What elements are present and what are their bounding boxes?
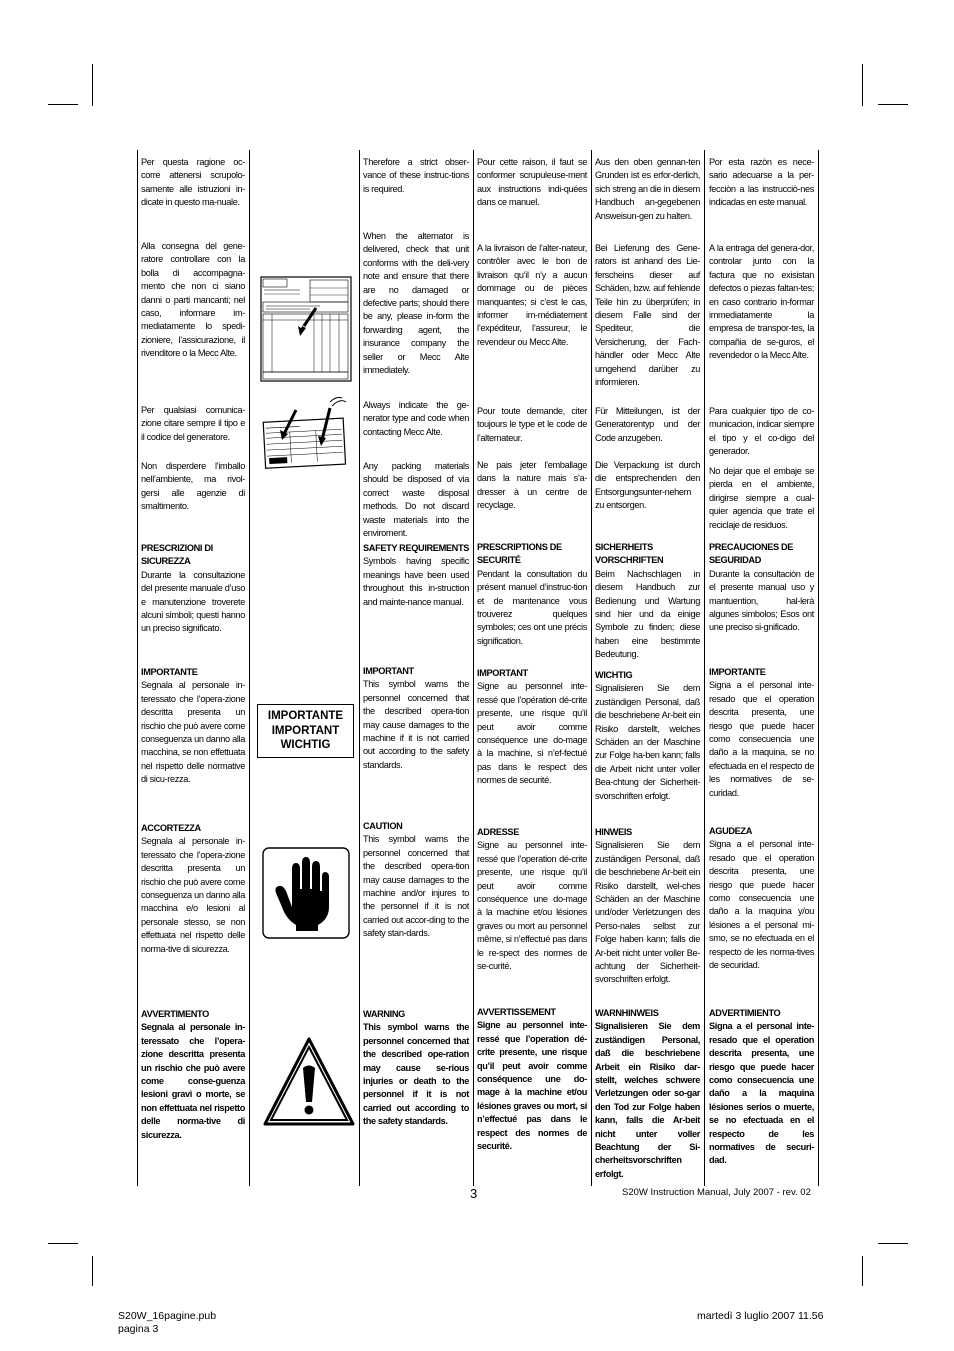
it-caution-text: Segnala al personale in-teressato che l’opera-zione descritta presenta un rischio che può avere come conseguenza un danno alla macchina e/o lesioni al personale stesso, se non effettuata nel rispetto delle norma-tive di sicurezza.	[141, 836, 245, 954]
en-intro-2: When the alternator is delivered, check that unit conforms with the deli-very note and ensure that there are no damaged or defective parts; should there be any, please in-form the forwarding agent, the insurance company the seller or Mecc Alte immediately.	[363, 231, 469, 376]
it-intro-4: Non disperdere l’imballo nell’ambiente, ma rivol-gersi alle agenzie di smaltimento.	[141, 461, 245, 512]
de-intro-4: Die Verpackung ist durch die entsprechenden den Entsorgungsunter-nehem zu entsorgen.	[595, 460, 700, 511]
es-caution-text: Signa a el personal inte-resado que el operation descrita presenta, une riesgo que puede hacer como consecuencia une daño a la maquina y/ou lésiones a el personal mi-smo, se no efectuada en el respecto de les norma-tives de securidad.	[709, 839, 814, 971]
file-page: pagina 3	[118, 1323, 159, 1335]
es-intro-1: Por esta razòn es nece-sario adecuarse a la per-fecciòn a las instrucciò-nes indicadas en este manual.	[709, 157, 814, 208]
en-warning-heading: WARNING	[363, 1009, 405, 1019]
it-warning-text: Segnala al personale in-teressato che l’opera-zione descritta presenta un rischio che può avere come conse-guenza lesioni gravi o morte, se non effettuata nel rispetto delle norma-tive di sicurezza.	[141, 1022, 245, 1140]
it-safety-text: Durante la consultazione del presente manuale d’uso e manutenzione troverete alcuni simboli; questi hanno un preciso significato.	[141, 569, 245, 634]
es-important-text: Signa a el personal inte-resado que el operation descrita presenta, une riesgo que puede hacer como consecuencia une daño a la maquina, se no efectuada en el respecto de les normatives de se-curidad.	[709, 680, 814, 798]
es-warning-heading: ADVERTIMIENTO	[709, 1008, 781, 1018]
es-intro-2: A la entraga del genera-dor, controlar junto con la factura que no exisistan defectos o piezas faltan-tes; en caso contrario in-formar immediatamente la empresa de transpor-tes, la compañia de se-guros, el revendedor o la Mecc Alte.	[709, 243, 814, 361]
fr-intro-4: Ne pais jeter l’emballage dans la nature mais s’a-dresser à un centre de recyclage.	[477, 460, 587, 511]
crop-mark	[92, 64, 93, 106]
fr-caution-text: Signe au personnel inte-ressé que l’operation dé-crite presente, une risque qu’il peut avoir comme conséquence une do-mage à la machine et/ou lésiones graves ou mort au personnel même, si n’effectué pas dans le re-spect des normes de se-curité.	[477, 840, 587, 972]
important-box-label-en: IMPORTANT	[271, 724, 340, 737]
de-safety-heading: SICHERHEITS VORSCHRIFTEN	[595, 542, 664, 566]
fr-important-text: Signe au personnel inte-ressé que l’opération dé-crite presente, une risque qu’il peut avoir comme conséquence une do-mage à la machine, si n’ef-fectué pas dans le respect des normes de securité.	[477, 681, 587, 786]
it-important-heading: IMPORTANTE	[141, 667, 198, 677]
print-date: martedì 3 luglio 2007 11.56	[697, 1310, 824, 1322]
column-divider	[473, 150, 474, 1186]
es-caution-heading: AGUDEZA	[709, 826, 752, 836]
crop-mark	[48, 104, 78, 105]
crop-mark	[862, 1256, 863, 1286]
it-intro-2: Alla consegna del gene-ratore controllare con la bolla di accompagna-mento che non ci siano danni o parti mancanti; nel caso, informare im-mediatamente lo spedi-zioniere, l’assicurazione, il rivenditore o la Mecc Alte.	[141, 241, 245, 359]
column-italian	[141, 150, 245, 1186]
en-safety-text: Symbols having specific meanings have been used throughout this in-struction and mainte-nance manual.	[363, 556, 469, 607]
de-warning-heading: WARNHINWEIS	[595, 1008, 659, 1018]
column-german	[595, 150, 700, 1186]
fr-important-heading: IMPORTANT	[477, 668, 528, 678]
en-important-text: This symbol warns the personnel concerned that the described opera-tion may cause damages to the machine if it is not carried out according to the safety standards.	[363, 679, 469, 770]
en-caution-text: This symbol warns the personnel concerned that the described opera-tion may cause damages to the machine and/or injures to the personnel if it is not carried out accor-ding to the safety stan-dards.	[363, 834, 469, 939]
en-intro-4: Any packing materials should be disposed of via correct waste disposal methods. Do not discard waste materials into the enviroment.	[363, 461, 469, 539]
en-warning-text: This symbol warns the personnel concerned that the described ope-ration may cause se-rious injuries or death to the personnel if it is not carried out according to the safety standards.	[363, 1022, 469, 1127]
it-warning-heading: AVVERTIMENTO	[141, 1009, 209, 1019]
en-intro-1: Therefore a strict obser-vance of these instruc-tions is required.	[363, 157, 469, 194]
print-file-info	[118, 1310, 216, 1336]
fr-intro-1: Pour cette raison, il faut se conformer scrupuleuse-ment aux instructions indi-quées dans ce manuel.	[477, 157, 587, 208]
important-box-label-it: IMPORTANTE	[267, 710, 344, 722]
en-important-heading: IMPORTANT	[363, 666, 414, 676]
column-french	[477, 150, 587, 1186]
column-divider	[359, 150, 360, 1186]
fr-warning-text: Signe au personnel inte-ressé que l’operation dé-crite presente, une risque qu’il peut avoir comme conséquence une do-mage à la machine et/ou lésiones graves ou mort, si n’effectué pas dans le respect des normes de securité.	[477, 1020, 587, 1152]
column-english	[363, 150, 469, 1186]
crop-mark	[48, 1243, 78, 1244]
it-important-text: Segnala al personale in-teressato che l’opera-zione descritta presenta un rischio che può avere come conseguenza un danno alla macchina, se non effettuata nel rispetto delle normative di sicu-rezza.	[141, 680, 245, 785]
crop-mark	[878, 1243, 908, 1244]
page-number: 3	[470, 1186, 478, 1201]
fr-safety-heading: PRESCRIPTIONS DE SECURITÉ	[477, 542, 562, 566]
column-divider	[249, 150, 250, 1186]
it-caution-heading: ACCORTEZZA	[141, 823, 201, 833]
it-safety-heading: PRESCRIZIONI DI SICUREZZA	[141, 543, 213, 567]
it-intro-1: Per questa ragione oc-corre attenersi scrupolo-samente alle istruzioni in-dicate in questo ma-nuale.	[141, 157, 245, 208]
column-divider	[818, 150, 819, 1186]
fr-safety-text: Pendant la consultation du présent manuel d’instruc-tion et de mantenance vous trouverez quelques symboles; ces ont une précis signification.	[477, 568, 587, 646]
de-warning-text: Signalisieren Sie dem zuständigen Personal, daß die beschriebene Arbeit ein Risiko dar-stellt, welches schwere Verletzungen oder so-gar den Tod zur Folge haben kann, falls die Ar-beit nicht unter voller Beachtung der Si-cherheitsvorschriften erfolgt.	[595, 1021, 700, 1179]
it-intro-3: Per qualsiasi comunica-zione citare sempre il tipo e il codice del generatore.	[141, 405, 245, 442]
de-caution-heading: HINWEIS	[595, 827, 632, 837]
es-safety-heading: PRECAUCIONES DE SEGURIDAD	[709, 542, 794, 566]
column-spanish	[709, 150, 814, 1186]
de-important-heading: WICHTIG	[595, 670, 633, 680]
column-divider	[137, 150, 138, 1186]
column-divider	[704, 150, 705, 1186]
manual-revision: S20W Instruction Manual, July 2007 - rev. 02	[622, 1187, 811, 1198]
en-caution-heading: CAUTION	[363, 821, 403, 831]
raised-hand-icon	[262, 847, 350, 939]
de-important-text: Signalisieren Sie dem zuständigen Personal, daß die beschriebene Ar-beit ein Risiko darstellt, welches Schäden an der Maschine zur Folge ha-ben kann; falls die Arbeit nicht unter voller Bea-chtung der Sicherheit-svorschriften erfolgt.	[595, 683, 700, 801]
fr-intro-3: Pour toute demande, citer toujours le type et le code de l’alternateur.	[477, 406, 587, 443]
es-intro-4: No dejar que el embaje se pierda en el ambiente, dirigirse siempre a cual-quier agencia que trate el reciclaje de residuos.	[709, 466, 814, 530]
crop-mark	[92, 1256, 93, 1286]
es-intro-3: Para cualquier tipo de co-municacion, indicar siempre el tipo y el co-digo del generador.	[709, 406, 814, 457]
fr-warning-heading: AVVERTISSEMENT	[477, 1007, 556, 1017]
column-divider	[591, 150, 592, 1186]
es-important-heading: IMPORTANTE	[709, 667, 766, 677]
crop-mark	[862, 64, 863, 106]
es-safety-text: Durante la consultaciòn de el presente manual uso y mantuention, hal-lerà algunes simbolos; Esos ont une preciso si-gnificado.	[709, 568, 814, 633]
important-symbol-box	[257, 704, 354, 758]
warning-triangle-icon	[262, 1036, 356, 1128]
delivery-note-icon	[260, 276, 352, 382]
es-warning-text: Signa a el personal inte-resado que el operation descrita presenta, une riesgo que puede hacer como consecuencia une daño a la maquina lésiones serios o muerte, se no efectuada en el respecto de les normatives de securi-dad.	[709, 1021, 814, 1166]
crop-mark	[878, 104, 908, 105]
de-safety-text: Beim Nachschlagen in diesem Handbuch zur Bedienung und Wartung sind hier und da einige Symbole zu finden; diese haben eine bestimmte Bedeutung.	[595, 568, 700, 660]
de-caution-text: Signalisieren Sie dem zuständigen Personal, daß die beschriebene Ar-beit ein Risiko darstellt, wel-ches Schäden an der Maschine und/oder Verletzungen des Perso-nales selbst zur Folge haben kann; falls die Ar-beit nicht unter voller Be-achtung der Sicherheit-svorschriften erfolgt.	[595, 840, 700, 985]
de-intro-1: Aus den oben gennan-ten Grunden ist es erfor-derlich, sich streng an die in diesem Handbuch an-gegebenen Answeisun-gen zu halten.	[595, 157, 700, 221]
fr-intro-2: A la livraison de l’alter-nateur, contrôler avec le bon de livraison qu’il n’y a aucun dommage ou de pièces manquantes; si c’est le cas, informer im-médiatement l’expéditeur, l’assureur, le revendeur ou Mecc Alte.	[477, 243, 587, 347]
de-intro-2: Bei Lieferung des Gene-rators ist anhand des Lie-ferscheins dieser auf Schäden, bzw. auf fehlende Teile hin zu überprüfen; in diesem Falle sind der Spediteur, die Versicherung, der Fach-händler oder Mecc Alte umgehend darüber zu informieren.	[595, 243, 700, 388]
en-intro-3: Always indicate the ge-nerator type and code when contacting Mecc Alte.	[363, 400, 469, 437]
nameplate-icon	[260, 396, 356, 472]
file-name: S20W_16pagine.pub	[118, 1310, 217, 1322]
en-safety-heading: SAFETY REQUIREMENTS	[363, 543, 469, 553]
fr-caution-heading: ADRESSE	[477, 827, 519, 837]
de-intro-3: Für Mitteilungen, ist der Generatorentyp und der Code anzugeben.	[595, 406, 700, 443]
important-box-label-de: WICHTIG	[280, 739, 331, 751]
